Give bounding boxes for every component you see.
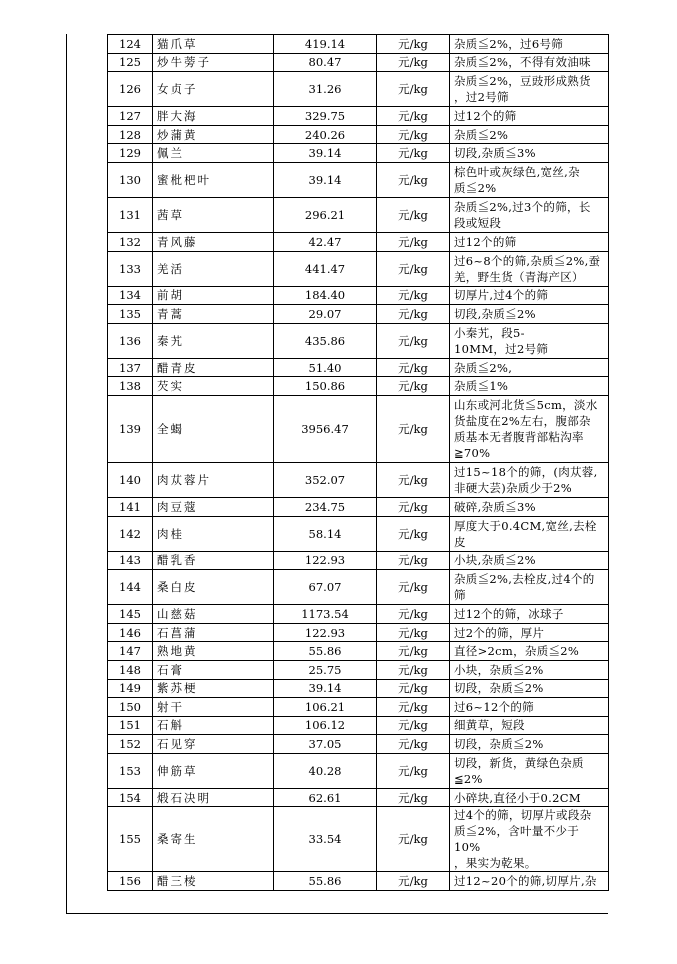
spec-line: 段或短段	[454, 215, 502, 230]
row-number: 143	[108, 551, 153, 570]
table-row	[108, 642, 609, 661]
table-row	[108, 551, 609, 570]
herb-name: 石菖蒲	[153, 623, 274, 642]
price-value: 25.75	[274, 660, 377, 679]
herb-name: 前胡	[153, 286, 274, 305]
table-row	[108, 125, 609, 144]
table-row	[108, 462, 609, 497]
spec-line: 厚度大于0.4CM,宽丝,去栓	[454, 518, 597, 533]
spec-line: 破碎,杂质≦3%	[454, 499, 536, 514]
table-row	[108, 305, 609, 324]
table-row	[108, 358, 609, 377]
price-unit: 元/kg	[377, 395, 450, 462]
spec-line: 过4个的筛，切厚片或段杂	[454, 808, 592, 823]
table-row	[108, 660, 609, 679]
herb-name: 醋三棱	[153, 872, 274, 891]
price-unit: 元/kg	[377, 497, 450, 516]
price-value: 352.07	[274, 462, 377, 497]
spec-line: 过12个的筛，冰球子	[454, 606, 564, 621]
table-row	[108, 497, 609, 516]
spec-cell	[450, 605, 609, 624]
bottom-border-line	[66, 913, 608, 914]
spec-line: 质≦2%	[454, 180, 497, 195]
price-unit: 元/kg	[377, 516, 450, 551]
price-unit: 元/kg	[377, 716, 450, 735]
price-unit: 元/kg	[377, 197, 450, 232]
spec-cell	[450, 497, 609, 516]
table-row	[108, 162, 609, 197]
table-row	[108, 377, 609, 396]
spec-line: 筛	[454, 588, 466, 603]
table-row	[108, 516, 609, 551]
herb-name: 胖大海	[153, 107, 274, 126]
spec-line: ≧70%	[454, 445, 491, 460]
herb-name: 醋乳香	[153, 551, 274, 570]
price-unit: 元/kg	[377, 232, 450, 251]
table-row	[108, 788, 609, 807]
spec-line: 质≦2%，含叶量不少于10%	[454, 824, 580, 855]
table-row	[108, 735, 609, 754]
spec-cell	[450, 788, 609, 807]
herb-name: 肉桂	[153, 516, 274, 551]
herb-name: 石见穿	[153, 735, 274, 754]
table-row	[108, 872, 609, 891]
price-unit: 元/kg	[377, 462, 450, 497]
price-value: 150.86	[274, 377, 377, 396]
price-value: 31.26	[274, 72, 377, 107]
spec-line: 过12个的筛	[454, 234, 517, 249]
price-value: 3956.47	[274, 395, 377, 462]
spec-cell	[450, 125, 609, 144]
spec-cell	[450, 358, 609, 377]
spec-line: ≦2%	[454, 771, 483, 786]
left-border-line	[66, 34, 67, 914]
row-number: 155	[108, 807, 153, 872]
price-unit: 元/kg	[377, 35, 450, 54]
spec-line: 质基本无者腹背部粘沟率	[454, 429, 584, 444]
herb-name: 全蝎	[153, 395, 274, 462]
spec-line: 过12~20个的筛,切厚片,杂	[454, 874, 597, 889]
spec-cell	[450, 286, 609, 305]
price-value: 441.47	[274, 251, 377, 286]
row-number: 134	[108, 286, 153, 305]
price-unit: 元/kg	[377, 144, 450, 163]
spec-line: 小块，杂质≦2%	[454, 662, 544, 677]
row-number: 142	[108, 516, 153, 551]
spec-line: 杂质≦2%，过6号筛	[454, 36, 564, 51]
spec-line: 切段,杂质≦3%	[454, 146, 536, 161]
spec-line: 杂质≦2%,去栓皮,过4个的	[454, 572, 595, 587]
spec-cell	[450, 716, 609, 735]
table-row	[108, 807, 609, 872]
herb-name: 芡实	[153, 377, 274, 396]
spec-cell	[450, 807, 609, 872]
spec-line: 小秦艽，段5-	[454, 325, 525, 340]
spec-line: 切段，杂质≦2%	[454, 737, 544, 752]
spec-cell	[450, 53, 609, 72]
spec-cell	[450, 395, 609, 462]
row-number: 132	[108, 232, 153, 251]
spec-cell	[450, 107, 609, 126]
row-number: 147	[108, 642, 153, 661]
price-unit: 元/kg	[377, 162, 450, 197]
row-number: 146	[108, 623, 153, 642]
price-value: 80.47	[274, 53, 377, 72]
price-value: 39.14	[274, 162, 377, 197]
spec-cell	[450, 305, 609, 324]
spec-cell	[450, 679, 609, 698]
price-unit: 元/kg	[377, 623, 450, 642]
table-row	[108, 144, 609, 163]
price-unit: 元/kg	[377, 125, 450, 144]
table-row	[108, 716, 609, 735]
row-number: 152	[108, 735, 153, 754]
herb-name: 猫爪草	[153, 35, 274, 54]
row-number: 149	[108, 679, 153, 698]
spec-cell	[450, 232, 609, 251]
spec-cell	[450, 698, 609, 717]
spec-line: 杂质≦2%	[454, 127, 509, 142]
herb-name: 射干	[153, 698, 274, 717]
row-number: 141	[108, 497, 153, 516]
herb-name: 肉苁蓉片	[153, 462, 274, 497]
price-unit: 元/kg	[377, 872, 450, 891]
price-unit: 元/kg	[377, 698, 450, 717]
price-value: 106.12	[274, 716, 377, 735]
row-number: 138	[108, 377, 153, 396]
herb-name: 石膏	[153, 660, 274, 679]
spec-cell	[450, 735, 609, 754]
price-unit: 元/kg	[377, 679, 450, 698]
spec-line: 棕色叶或灰绿色,宽丝,杂	[454, 164, 580, 179]
table-row	[108, 570, 609, 605]
row-number: 124	[108, 35, 153, 54]
price-value: 37.05	[274, 735, 377, 754]
price-table	[107, 34, 609, 891]
price-unit: 元/kg	[377, 305, 450, 324]
price-unit: 元/kg	[377, 286, 450, 305]
row-number: 129	[108, 144, 153, 163]
price-value: 234.75	[274, 497, 377, 516]
row-number: 131	[108, 197, 153, 232]
price-unit: 元/kg	[377, 551, 450, 570]
spec-line: 杂质≦1%	[454, 379, 509, 394]
price-unit: 元/kg	[377, 807, 450, 872]
spec-cell	[450, 570, 609, 605]
herb-name: 石斛	[153, 716, 274, 735]
price-unit: 元/kg	[377, 72, 450, 107]
spec-line: 10MM，过2号筛	[454, 341, 549, 356]
spec-cell	[450, 872, 609, 891]
spec-line: 非硬大芸)杂质少于2%	[454, 480, 573, 495]
spec-line: 切段，杂质≦2%	[454, 681, 544, 696]
herb-name: 桑寄生	[153, 807, 274, 872]
spec-cell	[450, 753, 609, 788]
herb-name: 山慈菇	[153, 605, 274, 624]
spec-line: 杂质≦2%，不得有效油味	[454, 55, 591, 70]
spec-cell	[450, 323, 609, 358]
table-row	[108, 232, 609, 251]
price-unit: 元/kg	[377, 570, 450, 605]
spec-cell	[450, 144, 609, 163]
spec-line: ，过2号筛	[454, 90, 509, 105]
table-row	[108, 698, 609, 717]
spec-line: 小块,杂质≦2%	[454, 553, 536, 568]
price-value: 419.14	[274, 35, 377, 54]
price-unit: 元/kg	[377, 788, 450, 807]
table-row	[108, 753, 609, 788]
spec-line: 杂质≦2%,	[454, 360, 513, 375]
herb-name: 紫苏梗	[153, 679, 274, 698]
price-value: 55.86	[274, 872, 377, 891]
price-value: 435.86	[274, 323, 377, 358]
row-number: 150	[108, 698, 153, 717]
spec-line: 小碎块,直径小于0.2CM	[454, 790, 581, 805]
price-value: 106.21	[274, 698, 377, 717]
herb-name: 煅石决明	[153, 788, 274, 807]
spec-cell	[450, 642, 609, 661]
herb-name: 青蒿	[153, 305, 274, 324]
spec-cell	[450, 72, 609, 107]
price-value: 39.14	[274, 679, 377, 698]
row-number: 137	[108, 358, 153, 377]
price-unit: 元/kg	[377, 605, 450, 624]
table-row	[108, 679, 609, 698]
row-number: 126	[108, 72, 153, 107]
spec-cell	[450, 551, 609, 570]
spec-cell	[450, 516, 609, 551]
table-row	[108, 35, 609, 54]
spec-cell	[450, 377, 609, 396]
price-value: 1173.54	[274, 605, 377, 624]
spec-line: 杂质≦2%,过3个的筛，长	[454, 199, 591, 214]
spec-line: 直径>2cm，杂质≦2%	[454, 644, 580, 659]
herb-name: 茜草	[153, 197, 274, 232]
price-unit: 元/kg	[377, 323, 450, 358]
spec-line: 过6~8个的筛,杂质≦2%,蚕	[454, 253, 601, 268]
row-number: 128	[108, 125, 153, 144]
table-row	[108, 395, 609, 462]
row-number: 127	[108, 107, 153, 126]
table-row	[108, 107, 609, 126]
row-number: 151	[108, 716, 153, 735]
price-value: 62.61	[274, 788, 377, 807]
price-value: 33.54	[274, 807, 377, 872]
price-value: 296.21	[274, 197, 377, 232]
table-row	[108, 323, 609, 358]
spec-line: 杂质≦2%，豆豉形成熟货	[454, 74, 591, 89]
price-unit: 元/kg	[377, 377, 450, 396]
spec-line: 过15~18个的筛，(肉苁蓉,	[454, 464, 598, 479]
spec-line: 细黄草，短段	[454, 718, 525, 733]
row-number: 144	[108, 570, 153, 605]
row-number: 133	[108, 251, 153, 286]
price-unit: 元/kg	[377, 735, 450, 754]
herb-name: 伸筋草	[153, 753, 274, 788]
herb-name: 醋青皮	[153, 358, 274, 377]
price-value: 39.14	[274, 144, 377, 163]
price-value: 67.07	[274, 570, 377, 605]
price-value: 51.40	[274, 358, 377, 377]
herb-name: 秦艽	[153, 323, 274, 358]
table-row	[108, 251, 609, 286]
price-unit: 元/kg	[377, 358, 450, 377]
price-value: 58.14	[274, 516, 377, 551]
herb-name: 熟地黄	[153, 642, 274, 661]
spec-line: 过6~12个的筛	[454, 699, 534, 714]
price-value: 240.26	[274, 125, 377, 144]
spec-line: 皮	[454, 534, 466, 549]
spec-cell	[450, 35, 609, 54]
row-number: 148	[108, 660, 153, 679]
row-number: 153	[108, 753, 153, 788]
price-value: 29.07	[274, 305, 377, 324]
spec-line: ，果实为乾果。	[454, 856, 537, 871]
table-row	[108, 53, 609, 72]
spec-cell	[450, 251, 609, 286]
spec-line: 过12个的筛	[454, 108, 517, 123]
price-value: 329.75	[274, 107, 377, 126]
price-unit: 元/kg	[377, 107, 450, 126]
row-number: 139	[108, 395, 153, 462]
spec-cell	[450, 462, 609, 497]
table-body	[108, 35, 609, 891]
price-unit: 元/kg	[377, 251, 450, 286]
price-value: 122.93	[274, 551, 377, 570]
herb-name: 桑白皮	[153, 570, 274, 605]
table-row	[108, 72, 609, 107]
spec-line: 切厚片,过4个的筛	[454, 288, 549, 303]
price-value: 55.86	[274, 642, 377, 661]
row-number: 135	[108, 305, 153, 324]
price-value: 184.40	[274, 286, 377, 305]
spec-cell	[450, 197, 609, 232]
price-unit: 元/kg	[377, 642, 450, 661]
spec-line: 货盐度在2%左右，腹部杂	[454, 413, 591, 428]
spec-line: 切段,杂质≦2%	[454, 306, 536, 321]
spec-line: 羌，野生货（青海产区）	[454, 269, 584, 284]
price-value: 42.47	[274, 232, 377, 251]
herb-name: 肉豆蔻	[153, 497, 274, 516]
herb-name: 炒牛蒡子	[153, 53, 274, 72]
row-number: 156	[108, 872, 153, 891]
herb-name: 佩兰	[153, 144, 274, 163]
herb-name: 女贞子	[153, 72, 274, 107]
herb-name: 青风藤	[153, 232, 274, 251]
price-unit: 元/kg	[377, 753, 450, 788]
table-row	[108, 197, 609, 232]
row-number: 130	[108, 162, 153, 197]
row-number: 136	[108, 323, 153, 358]
table-row	[108, 623, 609, 642]
row-number: 154	[108, 788, 153, 807]
table-row	[108, 286, 609, 305]
table-row	[108, 605, 609, 624]
herb-name: 炒蒲黄	[153, 125, 274, 144]
spec-line: 过2个的筛，厚片	[454, 625, 545, 640]
spec-line: 切段，新货，黄绿色杂质	[454, 755, 584, 770]
price-unit: 元/kg	[377, 53, 450, 72]
herb-name: 羌活	[153, 251, 274, 286]
spec-line: 山东或河北货≦5cm，淡水	[454, 397, 598, 412]
row-number: 145	[108, 605, 153, 624]
spec-cell	[450, 162, 609, 197]
row-number: 140	[108, 462, 153, 497]
spec-cell	[450, 660, 609, 679]
price-value: 40.28	[274, 753, 377, 788]
herb-name: 蜜枇杷叶	[153, 162, 274, 197]
price-value: 122.93	[274, 623, 377, 642]
spec-cell	[450, 623, 609, 642]
row-number: 125	[108, 53, 153, 72]
price-unit: 元/kg	[377, 660, 450, 679]
